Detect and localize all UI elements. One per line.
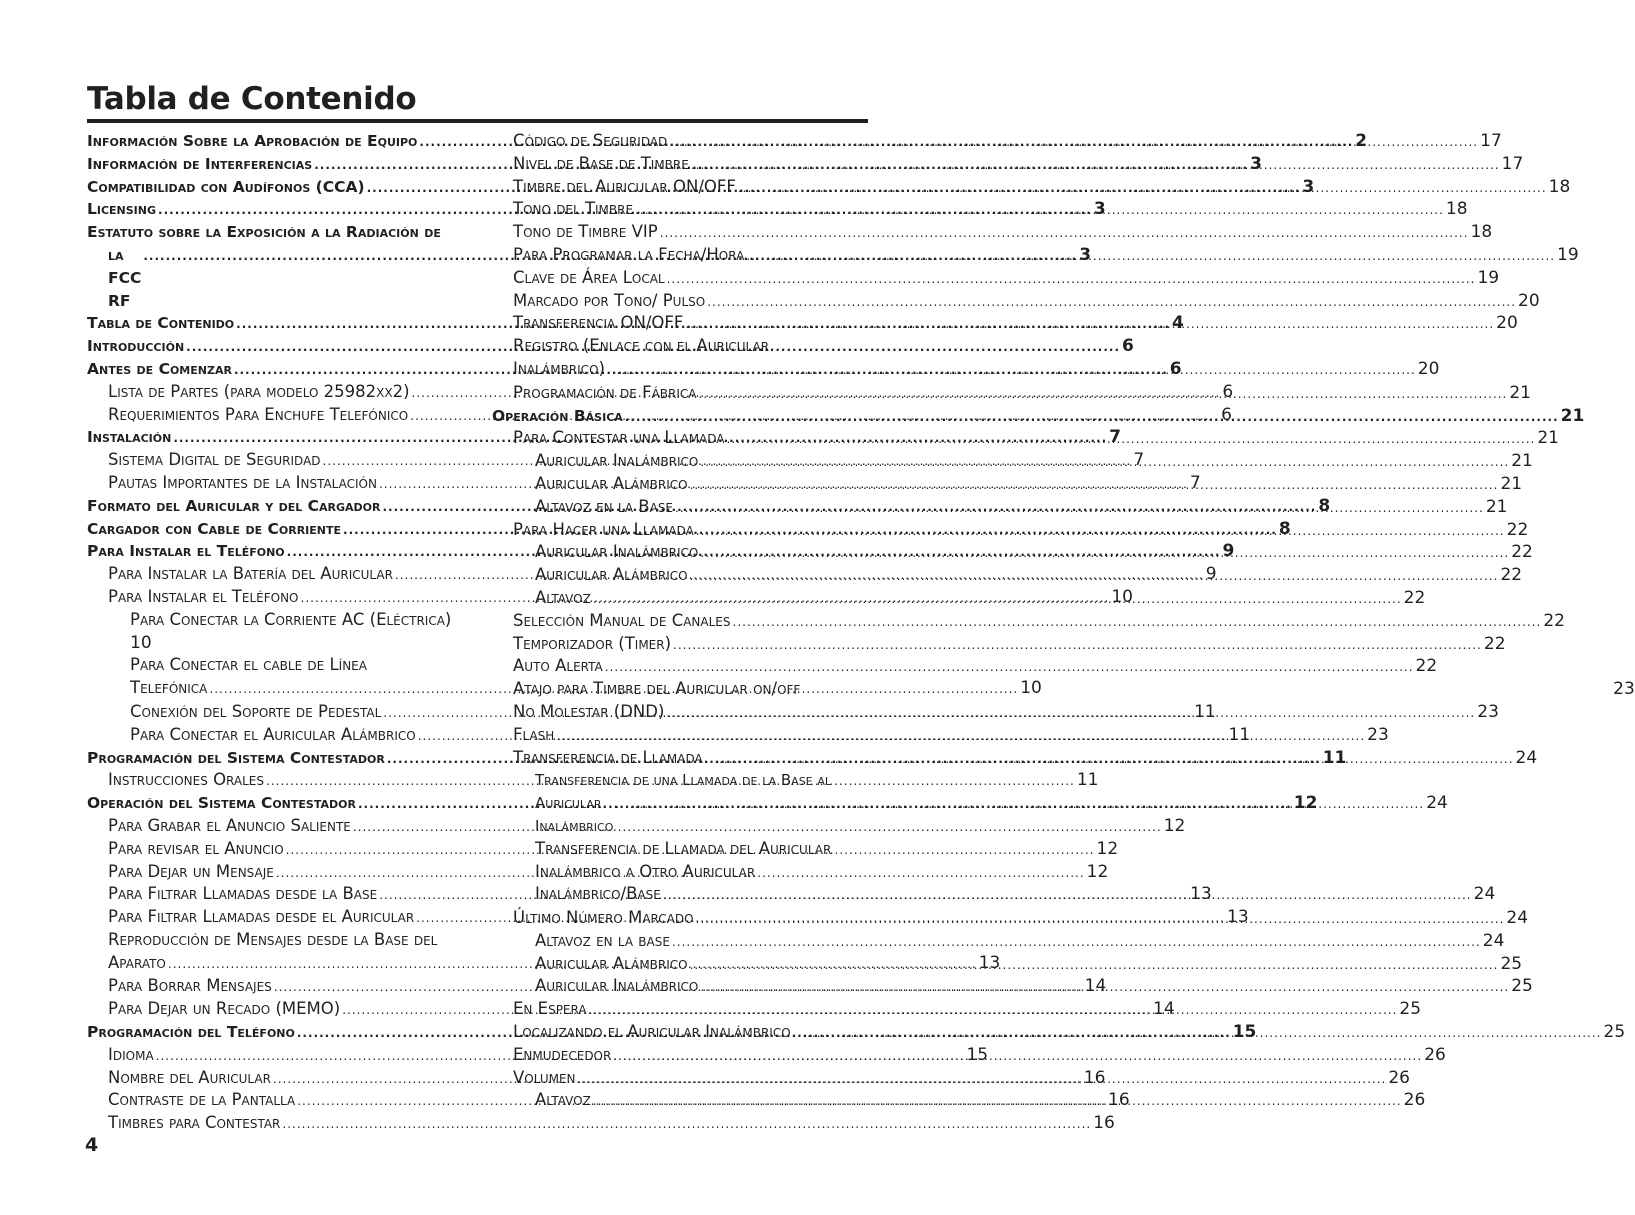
toc-page-number: 7 [1109,427,1121,448]
toc-entry-label: Selección Manual de Canales [513,610,731,630]
toc-leader-dots [690,474,1499,497]
toc-entry-label: Para Contestar una Llamada [513,428,725,448]
toc-entry[interactable] [492,244,1579,267]
toc-entry[interactable] [492,405,1585,428]
toc-page-number: 23 [1477,701,1499,722]
toc-leader-dots [727,428,1536,451]
toc-page-number: 24 [1515,747,1538,768]
toc-entry-label: Para Filtrar Llamadas desde la Base [108,884,378,904]
toc-entry-label: Para Conectar el cable de Línea [130,655,367,675]
toc-entry-label: Para Instalar el Teléfono [87,542,285,561]
toc-leader-dots [615,793,1424,816]
toc-page-number: 26 [1424,1044,1446,1065]
toc-page-number: 16 [1093,1113,1115,1134]
toc-entry-label: Código de Seguridad [513,131,668,150]
toc-entry-tail [130,632,461,655]
toc-page-number: 22 [1415,656,1438,677]
toc-entry-label: Para revisar el Anuncio [108,838,284,858]
toc-entry-label: Atajo para Timbre del Auricular on/off [513,679,801,699]
toc-leader-dots [705,748,1514,771]
toc-entry[interactable] [492,176,1571,199]
toc-entry[interactable] [492,496,1508,519]
toc-page-number: 22 [1500,565,1523,586]
toc-leader-dots [700,976,1509,999]
toc-page-number: 17 [1501,153,1524,174]
toc-page-number: 12 [1086,861,1109,882]
toc-entry-label: Cargador con Cable de Corriente [87,519,342,538]
toc-entry[interactable] [492,221,1493,244]
toc-entry-label: Para Instalar el Teléfono [108,586,299,606]
toc-entry-label: Auricular Inalámbrico [535,976,699,996]
toc-entry-label: Clave de Área Local [513,267,665,287]
toc-entry-label: Tabla de Contenido [87,314,235,333]
toc-page-number: 24 [1506,908,1529,929]
toc-entry-label: Nombre del Auricular [108,1067,271,1087]
toc-entry-label: Para Hacer una Llamada [513,519,694,539]
toc-page-number: 17 [1480,131,1502,151]
toc-leader-dots [700,451,1509,474]
toc-entry-label: Para Borrar Mensajes [108,976,272,996]
toc-entry-label: Transferencia de Llamada del Auricular [535,838,832,858]
toc-entry-label: En Espera [513,999,587,1019]
toc-entry-label: Auricular Alámbrico [535,565,688,585]
toc-leader-dots [593,1090,1402,1113]
toc-page-number: 3 [1093,199,1106,220]
toc-entry[interactable] [492,130,1502,153]
toc-page-number: 2 [1355,131,1368,151]
toc-leader-dots [690,954,1499,977]
toc-page-number: 24 [1473,884,1496,905]
toc-page-number: 22 [1511,542,1533,563]
toc-entry-label: Transferencia de Llamada [513,747,703,767]
toc-page-number: 8 [1278,518,1291,539]
toc-entry-label: Tono del Timbre [513,199,634,219]
toc-entry[interactable] [87,815,1186,838]
toc-entry-label: Auto Alerta [513,656,603,676]
toc-page-number: 22 [1483,633,1506,654]
toc-entry-label: Último Número Marcado [513,908,694,928]
toc-page-number: 20 [1417,358,1440,379]
toc-entry[interactable] [492,382,1531,405]
toc-page-number: 16 [1108,1090,1130,1111]
toc-entry[interactable] [492,290,1540,313]
toc-entry-label: Operación Básica [492,406,623,425]
toc-leader-dots [607,359,1416,382]
toc-page-number: 21 [1537,428,1559,449]
toc-entry-label: Volumen [513,1067,576,1087]
toc-entry[interactable] [492,312,1518,335]
toc-leader-dots [669,131,1478,154]
toc-page-number: 21 [1485,496,1508,517]
toc-page-number: 12 [1163,815,1186,836]
toc-entry[interactable] [492,427,1559,450]
toc-entry-label: Programación de Fábrica [513,382,697,402]
toc-page-number: 20 [1518,290,1540,311]
toc-page-number: 12 [1293,793,1318,814]
toc-page-number: 13 [978,952,1001,973]
toc-leader-dots [690,565,1499,588]
toc-entry-label: Instrucciones Orales [108,770,265,790]
toc-page-number: 7 [1189,472,1201,493]
toc-entry-label: Para Instalar la Batería del Auricular [108,564,393,584]
toc-leader-dots [282,1113,1091,1136]
toc-page-number: 14 [1084,976,1107,997]
toc-page-number: 4 [1172,313,1184,334]
toc-entry-label-continued: Inalámbrico a Otro Auricular [535,861,756,881]
toc-entry-label: Programación del Sistema Contestador [87,748,385,767]
toc-leader-dots [578,1068,1387,1091]
toc-page-number: 13 [1227,907,1249,928]
toc-page-number: 13 [1190,884,1212,905]
toc-page-number: 15 [966,1044,989,1065]
toc-page-number: 10 [1020,678,1042,699]
toc-page-number: 22 [1506,519,1529,540]
toc-page-number: 7 [1133,450,1145,471]
toc-page-number: 21 [1509,382,1531,403]
toc-page-number: 10 [130,632,152,653]
toc-page-number: 20 [1496,313,1518,334]
toc-entry[interactable] [492,930,1505,953]
toc-entry-label: Registro (Enlace con el Auricular [513,336,770,356]
toc-leader-dots [793,1022,1602,1045]
toc-leader-dots [672,931,1481,954]
toc-leader-dots [593,588,1402,611]
page-number: 4 [85,1134,99,1156]
toc-entry-label: Transferencia de una Llamada de la Base al [535,771,832,790]
toc-leader-dots [691,154,1500,177]
toc-entry-label: Información de Interferencias [87,154,313,173]
toc-entry-label: Localizando el Auricular Inalámbrico [513,1022,791,1042]
toc-entry-label: Flash [513,724,555,744]
toc-leader-dots [696,520,1505,543]
toc-page-number: 26 [1403,1090,1426,1111]
toc-entry-label: Para Conectar el Auricular Alámbrico [130,724,416,744]
toc-entry-label: Timbres para Contestar [108,1113,281,1133]
toc-leader-dots [635,199,1444,222]
toc-entry[interactable] [492,541,1533,564]
toc-entry-label: Auricular Inalámbrico [535,451,699,471]
toc-entry-label: Nivel de Base de Timbre [513,153,689,173]
toc-entry-label-continued: la FCC RF [108,245,142,310]
toc-page-number: 6 [1221,404,1232,425]
toc-page-number: 23 [1613,679,1635,700]
toc-entry-label: Operación del Sistema Contestador [87,794,356,813]
toc-entry[interactable] [492,473,1523,496]
toc-entry-label: Licensing [87,200,157,219]
toc-leader-dots [707,291,1516,314]
toc-entry-label-continued: Aparato [108,952,166,972]
toc-leader-dots [666,702,1475,725]
toc-entry[interactable] [492,519,1529,542]
toc-page-number: 8 [1318,495,1331,516]
toc-entry-label-continued: Inalámbrico) [513,358,605,378]
toc-entry-label: Información Sobre la Aprobación de Equipo [87,132,418,150]
toc-entry-label: Auricular Alámbrico [535,953,688,973]
title-divider [87,119,868,123]
toc-entry[interactable] [87,1112,1115,1135]
toc-page-number: 11 [1076,770,1099,791]
toc-entry-label: Altavoz en la base [535,930,670,950]
toc-entry-label: Programación del Teléfono [87,1023,295,1042]
toc-leader-dots [589,999,1398,1022]
toc-entry[interactable] [492,450,1533,473]
toc-entry-label: Marcado por Tono/ Pulso [513,290,706,310]
toc-page-number: 10 [1111,586,1133,607]
toc-page-number: 11 [1322,747,1347,768]
toc-leader-dots [673,634,1482,657]
toc-entry-label: Requerimientos Para Enchufe Telefónico [108,404,409,424]
toc-page-number: 24 [1426,793,1448,814]
toc-page-number: 22 [1543,610,1565,631]
toc-entry[interactable] [492,153,1524,176]
toc-entry-label: Formato del Auricular y del Cargador [87,496,381,515]
toc-entry-label: Conexión del Soporte de Pedestal [130,701,382,721]
toc-entry-label: Altavoz [535,1090,591,1110]
toc-leader-dots [746,245,1555,268]
toc-entry-label: Para Dejar un Recado (MEMO) [108,999,341,1019]
toc-entry-label: Para Programar la Fecha/Hora [513,244,745,264]
toc-entry-label: Para Filtrar Llamadas desde el Auricular [108,907,415,927]
toc-page-number: 11 [1228,724,1251,745]
toc-page-number: 19 [1557,244,1579,265]
toc-page-number: 12 [1096,838,1119,859]
toc-page-number: 23 [1367,724,1389,745]
toc-page-number: 25 [1399,999,1422,1020]
toc-entry-label: Altavoz [535,587,591,607]
toc-entry-label: Temporizador (Timer) [513,633,672,653]
toc-entry-label: Antes de Comenzar [87,359,232,378]
toc-leader-dots [613,1045,1422,1068]
toc-page-number: 3 [1302,176,1315,197]
toc-page-number: 6 [1169,358,1182,379]
toc-entry-label: Reproducción de Mensajes desde la Base del [108,929,438,949]
toc-entry[interactable] [492,633,1506,656]
toc-leader-dots [660,222,1469,245]
toc-page-number: 16 [1083,1067,1106,1088]
toc-page-number: 21 [1511,451,1533,472]
toc-page-number: 18 [1470,222,1493,243]
toc-entry-label: Transferencia ON/OFF [513,313,684,333]
toc-entry-label: Instalación [87,428,172,447]
toc-page-number: 18 [1548,176,1571,197]
toc-leader-dots [625,406,1559,429]
toc-entry-label: Pautas Importantes de la Instalación [108,472,377,492]
toc-page-number: 25 [1511,976,1533,997]
toc-entry-label: Estatuto sobre la Exposición a la Radiación de [87,223,441,242]
toc-page-number: 18 [1445,199,1468,220]
toc-leader-dots [699,383,1508,406]
toc-entry-label: Contraste de la Pantalla [108,1090,296,1110]
toc-entry-label: Altavoz en la Base [535,496,674,516]
toc-leader-dots [738,177,1547,200]
toc-leader-dots [675,497,1484,520]
toc-entry-label: Compatibilidad con Audífonos (CCA) [87,177,365,196]
toc-leader-dots [696,908,1505,931]
toc-leader-dots [605,656,1414,679]
toc-leader-dots [685,313,1494,336]
toc-page-number: 3 [1250,153,1262,174]
toc-entry[interactable] [492,610,1565,633]
toc-page-number: 21 [1560,405,1585,426]
toc-entry-label: Auricular Alámbrico [535,473,688,493]
toc-entry-label: Tono de Timbre VIP [513,222,658,242]
toc-page-number: 25 [1603,1022,1626,1043]
toc-entry[interactable] [492,335,1440,382]
toc-page-number: 22 [1403,587,1426,608]
toc-entry-label-continued: Auricular Inalámbrico [535,794,614,835]
toc-entry-label: Introducción [87,337,185,356]
toc-page-number: 11 [1194,701,1216,722]
toc-entry-label: Para Conectar la Corriente AC (Eléctrica) [130,609,452,629]
toc-page-number: 26 [1388,1067,1410,1088]
toc-entry-label: Sistema Digital de Seguridad [108,450,321,470]
toc-leader-dots [700,542,1509,565]
toc-entry-label-continued: Telefónica [130,678,208,698]
toc-entry-label: Lista de Partes (para modelo 25982xx2) [108,381,410,401]
toc-entry-label: Idioma [108,1044,154,1064]
toc-leader-dots [663,884,1472,907]
toc-entry[interactable] [492,267,1500,290]
toc-page-number: 21 [1500,473,1523,494]
toc-leader-dots [667,268,1476,291]
toc-page-number: 6 [1122,336,1134,357]
toc-entry[interactable] [492,198,1468,221]
toc-entry[interactable] [492,655,1438,678]
toc-page-number: 9 [1222,541,1235,562]
toc-entry-label: Para Grabar el Anuncio Saliente [108,815,351,835]
toc-page-number: 9 [1205,564,1217,585]
page-title: Tabla de Contenido [87,81,417,117]
toc-page-number: 15 [1232,1022,1257,1043]
toc-page-number: 6 [1222,381,1234,402]
toc-entry[interactable] [87,609,461,655]
toc-entry-label: Para Dejar un Mensaje [108,861,274,881]
toc-leader-dots [733,611,1542,634]
toc-entry[interactable] [492,564,1523,587]
toc-entry-tail [513,358,1440,382]
toc-entry-label: Auricular Inalámbrico [535,542,699,562]
toc-leader-dots [556,725,1365,748]
toc-entry-label: Timbre del Auricular ON/OFF [513,176,736,196]
toc-page-number: 25 [1500,953,1523,974]
toc-entry-label: Enmudecedor [513,1044,612,1064]
toc-page-number: 19 [1477,267,1500,288]
toc-entry-label-continued: Inalámbrico/Base [535,884,661,904]
toc-page-number: 3 [1079,244,1092,265]
toc-page-number: 14 [1153,999,1175,1020]
toc-entry-label: No Molestar (DND) [513,701,665,721]
toc-page-number: 24 [1482,930,1505,951]
